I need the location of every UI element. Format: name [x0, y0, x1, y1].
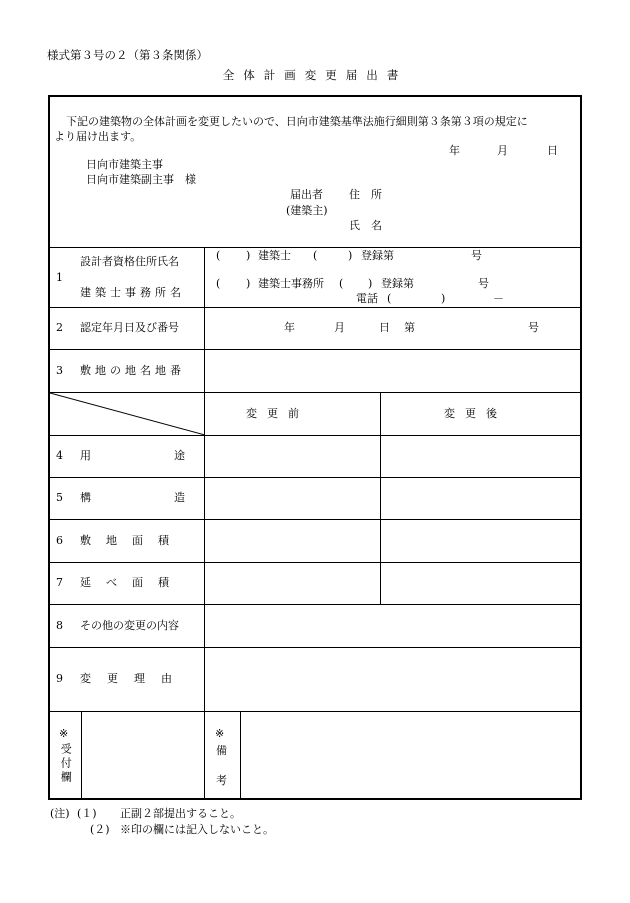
- date-month-label: 月: [497, 144, 508, 157]
- form-number: 様式第３号の２（第３条関係）: [47, 48, 208, 62]
- row-1-number: 1: [56, 271, 63, 284]
- architect-gou: 号: [471, 249, 482, 262]
- note-1: 正副２部提出すること。: [120, 807, 241, 820]
- applicant-label: 届出者: [290, 188, 323, 201]
- architect-close: ): [246, 249, 251, 262]
- col-after-header: 変更後: [444, 407, 507, 420]
- date-year-label: 年: [449, 144, 460, 157]
- note-1-number: (１): [77, 807, 97, 820]
- row-1-label-b: 建築士事務所名: [80, 286, 185, 299]
- architect-open-2: (: [313, 249, 318, 262]
- applicant-address-label: 住 所: [349, 188, 382, 201]
- date-day-label: 日: [547, 144, 558, 157]
- office-touroku: 登録第: [381, 277, 414, 290]
- row-4-label-b: 途: [174, 449, 185, 462]
- office-open: (: [216, 277, 221, 290]
- applicant-sub-label: (建築主): [286, 204, 328, 217]
- addressee-2: 日向市建築副主事 様: [86, 173, 196, 186]
- architect-open: (: [216, 249, 221, 262]
- cert-month: 月: [334, 321, 345, 334]
- phone-open: (: [387, 292, 392, 305]
- phone-close: ): [441, 292, 446, 305]
- page-title: 全体計画変更届出書: [222, 68, 408, 82]
- architect-touroku: 登録第: [361, 249, 394, 262]
- phone-dash: －: [493, 292, 504, 305]
- row-4-number: 4: [56, 449, 63, 462]
- row-6-number: 6: [56, 534, 63, 547]
- remarks-label-a: 備: [216, 744, 227, 757]
- row-9-number: 9: [56, 672, 63, 685]
- row-7-label: 延べ面積: [80, 576, 184, 589]
- remarks-label-b: 考: [216, 774, 227, 787]
- reception-mark: ※: [59, 727, 69, 740]
- cert-gou: 号: [528, 321, 539, 334]
- remarks-mark: ※: [215, 727, 225, 740]
- applicant-name-label: 氏 名: [349, 219, 382, 232]
- reception-label: 受付欄: [59, 743, 73, 785]
- cert-day: 日: [379, 321, 390, 334]
- office-close: ): [246, 277, 251, 290]
- row-9-label: 変更理由: [80, 672, 188, 685]
- office-gou: 号: [478, 277, 489, 290]
- row-5-label-a: 構: [80, 491, 91, 504]
- note-2-number: (２): [90, 823, 110, 836]
- row-2-label: 認定年月日及び番号: [80, 321, 179, 334]
- architect-kenchikushi: 建築士: [258, 249, 291, 262]
- row-6-label: 敷地面積: [80, 534, 184, 547]
- row-3-label: 敷地の地名地番: [80, 364, 185, 377]
- intro-line-1: 下記の建築物の全体計画を変更したいので、日向市建築基準法施行細則第３条第３項の規定に: [66, 115, 528, 128]
- notes-prefix: (注): [50, 807, 70, 820]
- row-1-label-a: 設計者資格住所氏名: [80, 255, 179, 268]
- diagonal-slash: [50, 393, 205, 435]
- intro-line-2: より届け出ます。: [54, 130, 142, 143]
- row-8-number: 8: [56, 619, 63, 632]
- office-close-2: ): [368, 277, 373, 290]
- row-3-number: 3: [56, 364, 63, 377]
- row-8-label: その他の変更の内容: [80, 619, 179, 632]
- row-5-number: 5: [56, 491, 63, 504]
- office-label: 建築士事務所: [258, 277, 324, 290]
- row-4-label-a: 用: [80, 449, 91, 462]
- cert-dai: 第: [404, 321, 415, 334]
- architect-close-2: ): [348, 249, 353, 262]
- phone-label: 電話: [356, 292, 378, 305]
- row-5-label-b: 造: [174, 491, 185, 504]
- col-before-header: 変更前: [246, 407, 309, 420]
- row-2-number: 2: [56, 321, 63, 334]
- note-2: ※印の欄には記入しないこと。: [120, 823, 274, 836]
- addressee-1: 日向市建築主事: [86, 158, 163, 171]
- cert-year: 年: [284, 321, 295, 334]
- row-7-number: 7: [56, 576, 63, 589]
- office-open-2: (: [339, 277, 344, 290]
